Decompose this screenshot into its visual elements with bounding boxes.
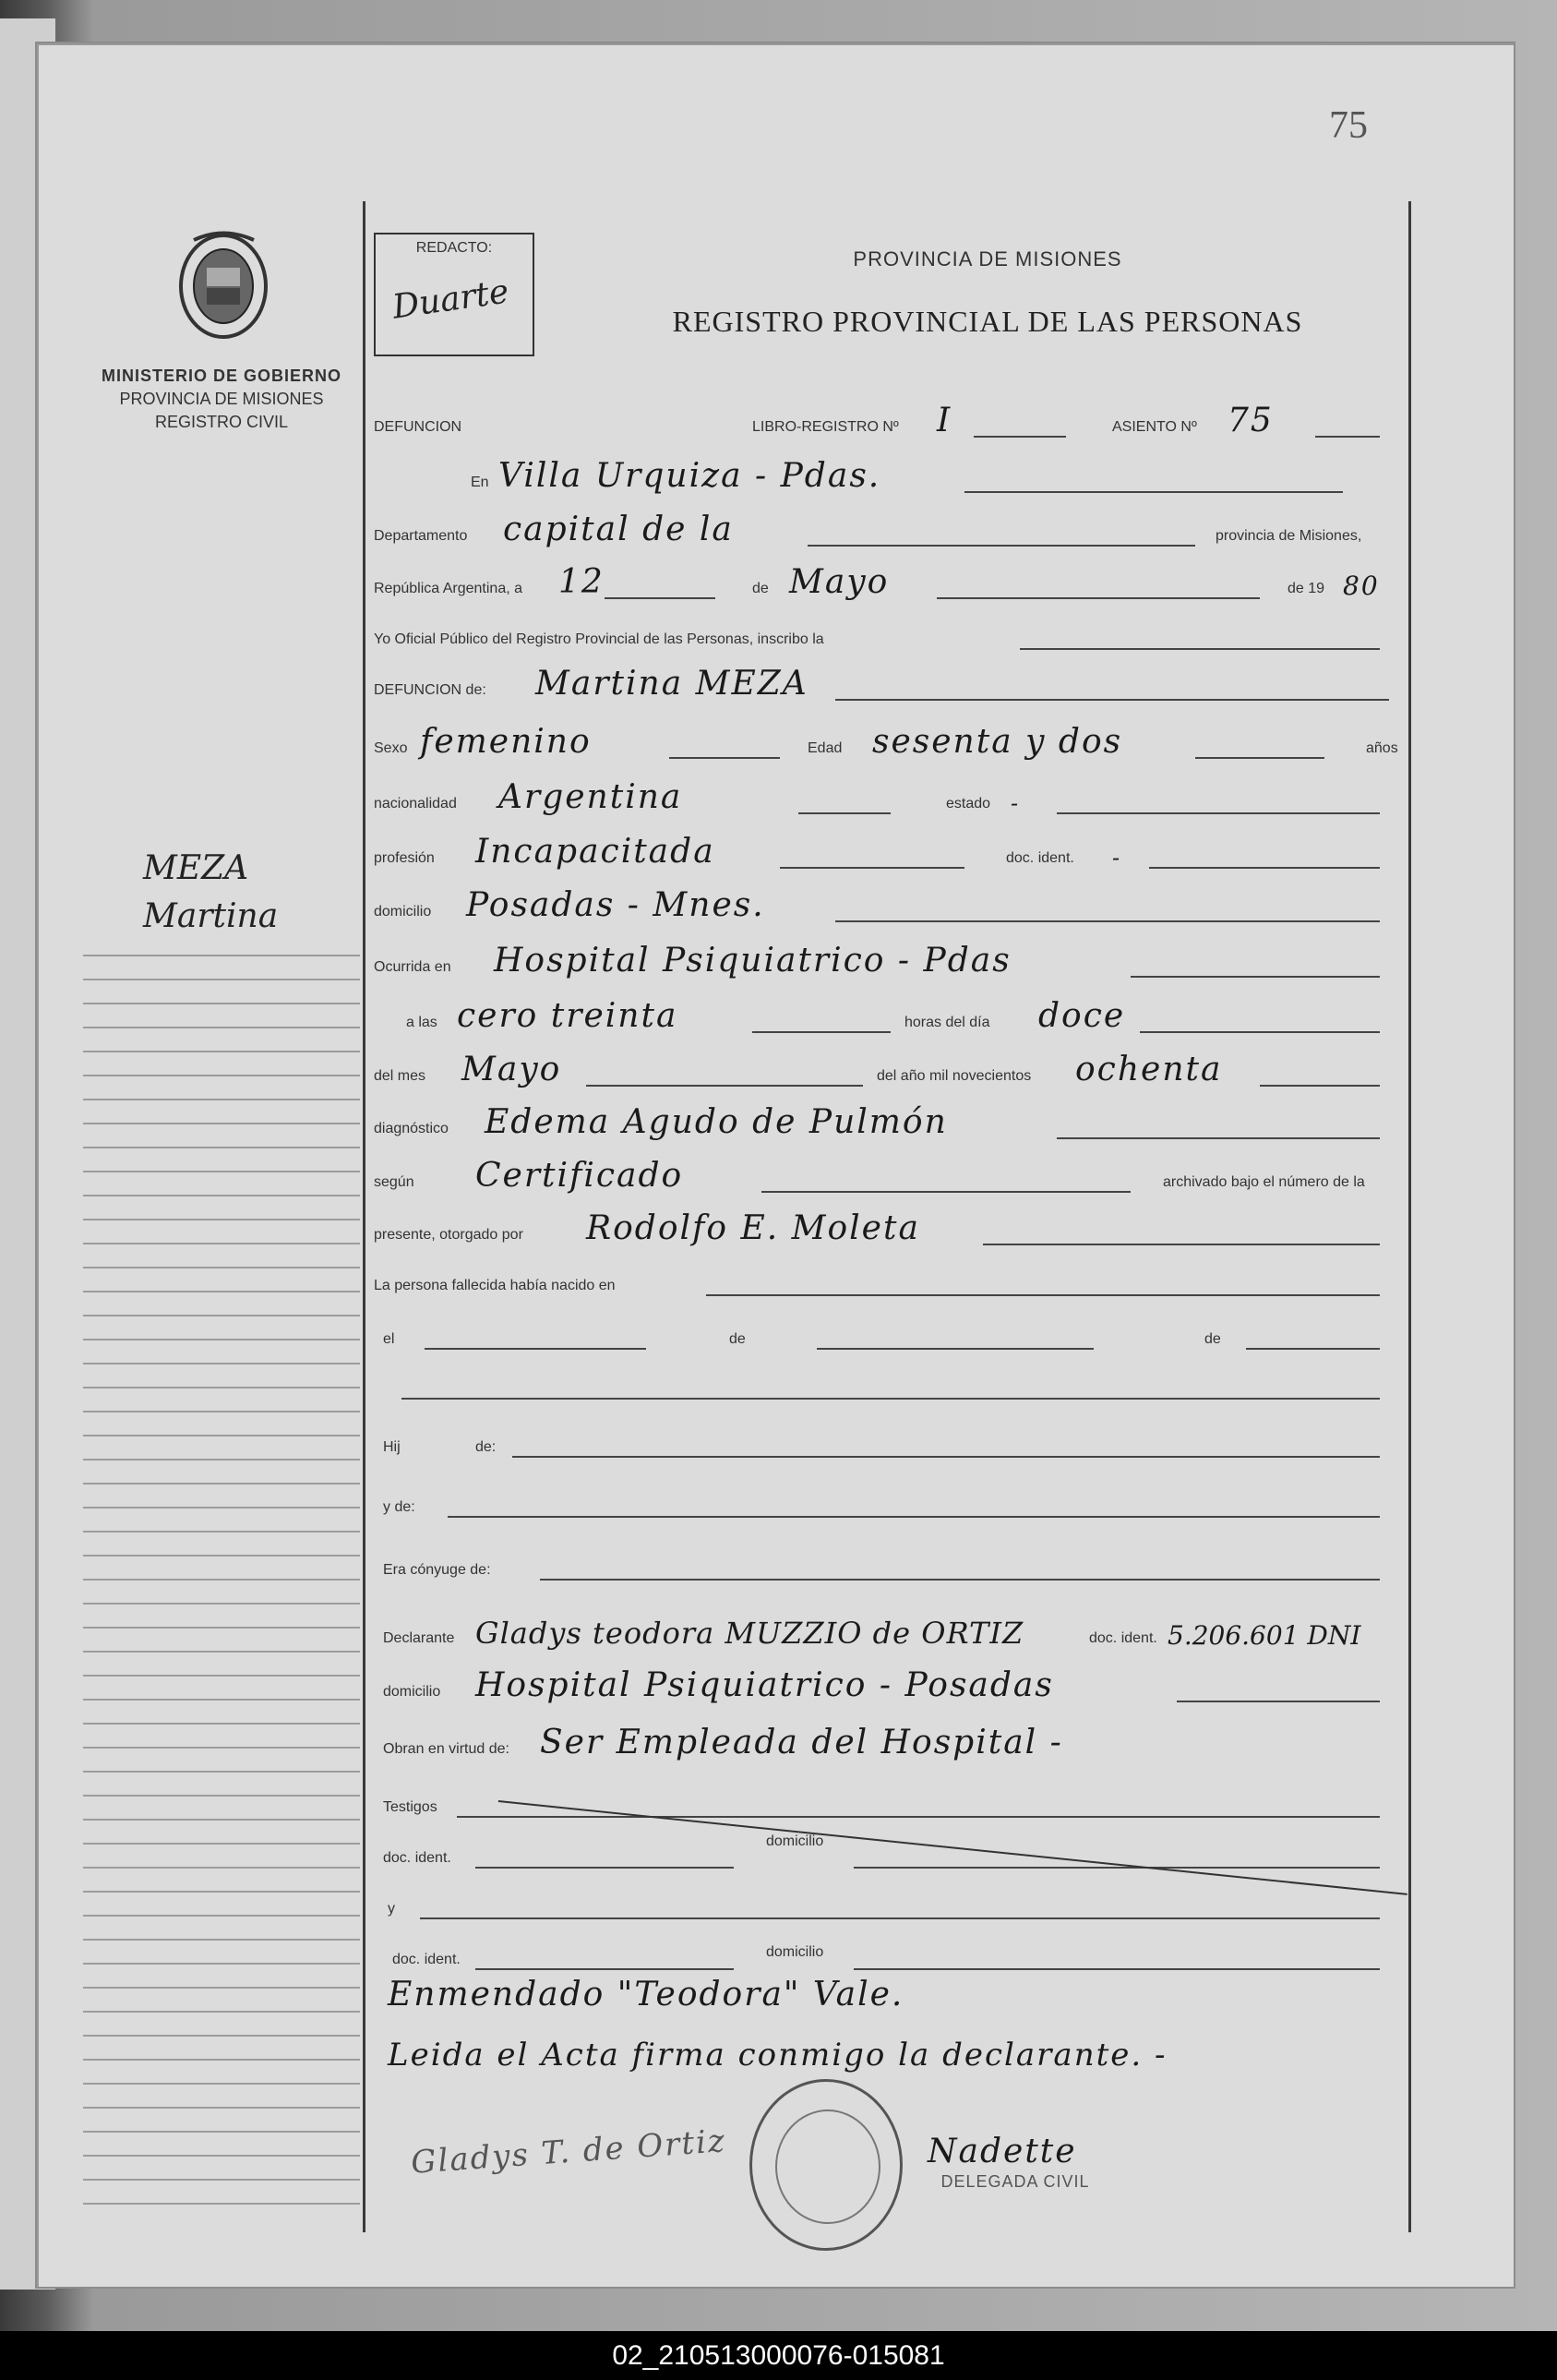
row-domicilio — [374, 882, 1403, 928]
obran-value: Ser Empleada del Hospital - — [540, 1724, 1063, 1761]
domicilio4-label: domicilio — [766, 1944, 824, 1960]
horas-value: doce — [1038, 997, 1126, 1035]
row-obran — [374, 1719, 1403, 1765]
en-value: Villa Urquiza - Pdas. — [498, 457, 881, 495]
estado-label: estado — [946, 796, 991, 811]
row-libro — [374, 397, 1403, 443]
row-declarante — [374, 1608, 1403, 1654]
libro-value: I — [937, 402, 952, 439]
sexo-line — [669, 757, 780, 759]
segun-line — [761, 1191, 1131, 1193]
nacionalidad-value: Argentina — [498, 778, 683, 816]
del-anio-line — [1260, 1085, 1380, 1087]
presente-label: presente, otorgado por — [374, 1227, 523, 1243]
ministry-header — [74, 365, 369, 434]
de3-label: de — [1204, 1331, 1221, 1347]
margin-ruled-lines — [83, 932, 360, 2206]
sexo-label: Sexo — [374, 740, 408, 756]
diagnostico-line — [1057, 1137, 1380, 1139]
conyuge-label: Era cónyuge de: — [383, 1562, 491, 1578]
testigos-label: Testigos — [383, 1799, 437, 1815]
row-testigos — [374, 1777, 1403, 1823]
doc-ident3-label: doc. ident. — [383, 1850, 451, 1866]
asiento-value: 75 — [1228, 402, 1274, 439]
profesion-line — [780, 867, 964, 869]
presente-line — [983, 1244, 1380, 1245]
row-a-las — [374, 992, 1403, 1039]
row-en — [374, 452, 1403, 499]
el-label: el — [383, 1331, 395, 1347]
y-line — [420, 1917, 1380, 1919]
de2-line — [817, 1348, 1094, 1350]
row-nacido — [374, 1256, 1403, 1302]
domicilio2-value: Hospital Psiquiatrico - Posadas — [475, 1666, 1054, 1704]
en-line — [964, 491, 1343, 493]
a-las-value: cero treinta — [457, 997, 678, 1035]
dia-line — [605, 597, 715, 599]
del-mes-value: Mayo — [461, 1051, 562, 1088]
mes-value: Mayo — [789, 563, 890, 601]
row-domicilio2 — [374, 1662, 1403, 1708]
row-profesion — [374, 828, 1403, 874]
doc-ident4-label: doc. ident. — [392, 1952, 461, 1967]
segun-label: según — [374, 1174, 414, 1190]
edad-line — [1195, 757, 1324, 759]
ocurrida-label: Ocurrida en — [374, 959, 451, 975]
row-enmendado — [374, 1962, 1403, 2017]
redacto-label: REDACTO: — [415, 240, 493, 256]
yo-oficial-line — [1020, 648, 1380, 650]
page-number: 75 — [1329, 104, 1368, 147]
doc-ident-value: - — [1112, 845, 1122, 871]
margin-note-surname: MEZA — [143, 849, 249, 887]
departamento-value: capital de la — [503, 511, 734, 548]
row-y — [374, 1879, 1403, 1925]
profesion-value: Incapacitada — [475, 833, 715, 871]
conyuge-line — [540, 1579, 1380, 1581]
dia-value: 12 — [558, 563, 605, 601]
domicilio3-line — [854, 1867, 1380, 1869]
row-sexo — [374, 718, 1403, 764]
oficial-signature: Nadette — [928, 2133, 1077, 2170]
domicilio-line — [835, 920, 1380, 922]
defuncion-de-label: DEFUNCION de: — [374, 682, 486, 698]
row-el — [374, 1309, 1403, 1355]
ocurrida-line — [1131, 976, 1380, 978]
official-seal-icon — [749, 2079, 903, 2251]
de-label: de — [752, 581, 769, 596]
el-line — [425, 1348, 646, 1350]
row-defuncion-de — [374, 660, 1403, 706]
provincia-label: provincia de Misiones, — [1216, 528, 1362, 544]
mes-line — [937, 597, 1260, 599]
de2-label: de — [729, 1331, 746, 1347]
y-label: y — [388, 1901, 395, 1917]
estado-value: - — [1011, 790, 1021, 816]
registry-title: REGISTRO PROVINCIAL DE LAS PERSONAS — [672, 305, 1303, 338]
testigos-line — [457, 1816, 1380, 1818]
sexo-value: femenino — [420, 723, 592, 761]
row-del-mes — [374, 1046, 1403, 1092]
domicilio3-label: domicilio — [766, 1833, 824, 1849]
domicilio-label: domicilio — [374, 904, 432, 920]
diagnostico-value: Edema Agudo de Pulmón — [485, 1103, 948, 1141]
hij-label: Hij — [383, 1439, 401, 1455]
doc-ident-label: doc. ident. — [1006, 850, 1074, 866]
presente-value: Rodolfo E. Moleta — [586, 1209, 920, 1247]
row-departamento — [374, 506, 1403, 552]
ministry-registry: REGISTRO CIVIL — [154, 413, 289, 431]
row-leida — [374, 2022, 1403, 2077]
domicilio2-line — [1177, 1701, 1380, 1702]
del-mes-line — [586, 1085, 863, 1087]
row-doc-ident3 — [374, 1828, 1403, 1874]
row-diagnostico — [374, 1099, 1403, 1145]
ministry-province: PROVINCIA DE MISIONES — [119, 390, 324, 408]
row-segun — [374, 1152, 1403, 1198]
margin-note-name: Martina — [143, 897, 279, 935]
edad-label: Edad — [808, 740, 843, 756]
yo-oficial-label: Yo Oficial Público del Registro Provincial de las Personas, inscribo la — [374, 631, 824, 647]
defuncion-de-value: Martina MEZA — [535, 665, 808, 703]
de4-label: de: — [475, 1439, 497, 1455]
asiento-label: ASIENTO Nº — [1112, 419, 1197, 435]
redacto-name: Duarte — [389, 272, 511, 327]
image-caption: 02_210513000076-015081 — [0, 2331, 1557, 2380]
departamento-label: Departamento — [374, 528, 468, 544]
del-anio-value: ochenta — [1075, 1051, 1223, 1088]
row-conyuge — [374, 1540, 1403, 1586]
margin-note — [143, 845, 278, 941]
edad-value: sesenta y dos — [872, 723, 1123, 761]
horas-label: horas del día — [904, 1015, 990, 1030]
a-las-line — [752, 1031, 891, 1033]
en-label: En — [471, 475, 489, 490]
libro-line — [974, 436, 1066, 438]
republica-label: República Argentina, a — [374, 581, 522, 596]
del-mes-label: del mes — [374, 1068, 426, 1084]
defuncion-label: DEFUNCION — [374, 419, 462, 435]
doc-ident-line — [1149, 867, 1380, 869]
departamento-line — [808, 545, 1195, 547]
blank-line — [401, 1398, 1380, 1400]
y-de-line — [448, 1516, 1380, 1518]
leida-note: Leida el Acta firma conmigo la declarante. - — [388, 2037, 1168, 2073]
declarante-label: Declarante — [383, 1630, 455, 1646]
domicilio2-label: domicilio — [383, 1684, 441, 1700]
nacido-line — [706, 1294, 1380, 1296]
declarante-value: Gladys teodora MUZZIO de ORTIZ — [475, 1616, 1024, 1651]
row-y-de — [374, 1477, 1403, 1523]
hij-line — [512, 1456, 1380, 1458]
row-presente — [374, 1205, 1403, 1251]
nacido-label: La persona fallecida había nacido en — [374, 1278, 616, 1293]
asiento-line — [1315, 436, 1380, 438]
row-ocurrida — [374, 937, 1403, 983]
row-nacionalidad — [374, 774, 1403, 820]
ocurrida-value: Hospital Psiquiatrico - Pdas — [494, 942, 1012, 980]
doc-ident2-label: doc. ident. — [1089, 1630, 1157, 1646]
libro-label: LIBRO-REGISTRO Nº — [752, 419, 899, 435]
de3-line — [1246, 1348, 1380, 1350]
row-blank — [374, 1359, 1403, 1405]
redacto-box — [374, 233, 534, 356]
province-title: PROVINCIA DE MISIONES — [853, 247, 1122, 270]
declarante-signature: Gladys T. de Ortiz — [410, 2122, 728, 2182]
nacionalidad-line — [798, 812, 891, 814]
de-anio-label: de 19 — [1288, 581, 1325, 596]
enmendado-note: Enmendado "Teodora" Vale. — [388, 1976, 904, 2013]
a-las-label: a las — [406, 1015, 437, 1030]
horas-line — [1140, 1031, 1380, 1033]
estado-line — [1057, 812, 1380, 814]
ministry-title: MINISTERIO DE GOBIERNO — [101, 367, 342, 385]
doc-ident3-line — [475, 1867, 734, 1869]
delegacion-stamp: DELEGADA CIVIL — [940, 2172, 1090, 2191]
row-hij — [374, 1417, 1403, 1463]
y-de-label: y de: — [383, 1499, 415, 1515]
row-yo-oficial — [374, 609, 1403, 655]
archivado-label: archivado bajo el número de la — [1163, 1174, 1365, 1190]
obran-label: Obran en virtud de: — [383, 1741, 509, 1757]
nacionalidad-label: nacionalidad — [374, 796, 457, 811]
doc-ident2-value: 5.206.601 DNI — [1168, 1620, 1361, 1651]
anio-value: 80 — [1343, 571, 1380, 601]
diagnostico-label: diagnóstico — [374, 1121, 449, 1136]
segun-value: Certificado — [475, 1157, 684, 1195]
del-anio-label: del año mil novecientos — [877, 1068, 1032, 1084]
profesion-label: profesión — [374, 850, 435, 866]
domicilio-value: Posadas - Mnes. — [466, 886, 765, 924]
defuncion-de-line — [835, 699, 1389, 701]
anos-label: años — [1366, 740, 1398, 756]
coat-of-arms-icon — [175, 231, 272, 342]
row-republica — [374, 559, 1403, 605]
